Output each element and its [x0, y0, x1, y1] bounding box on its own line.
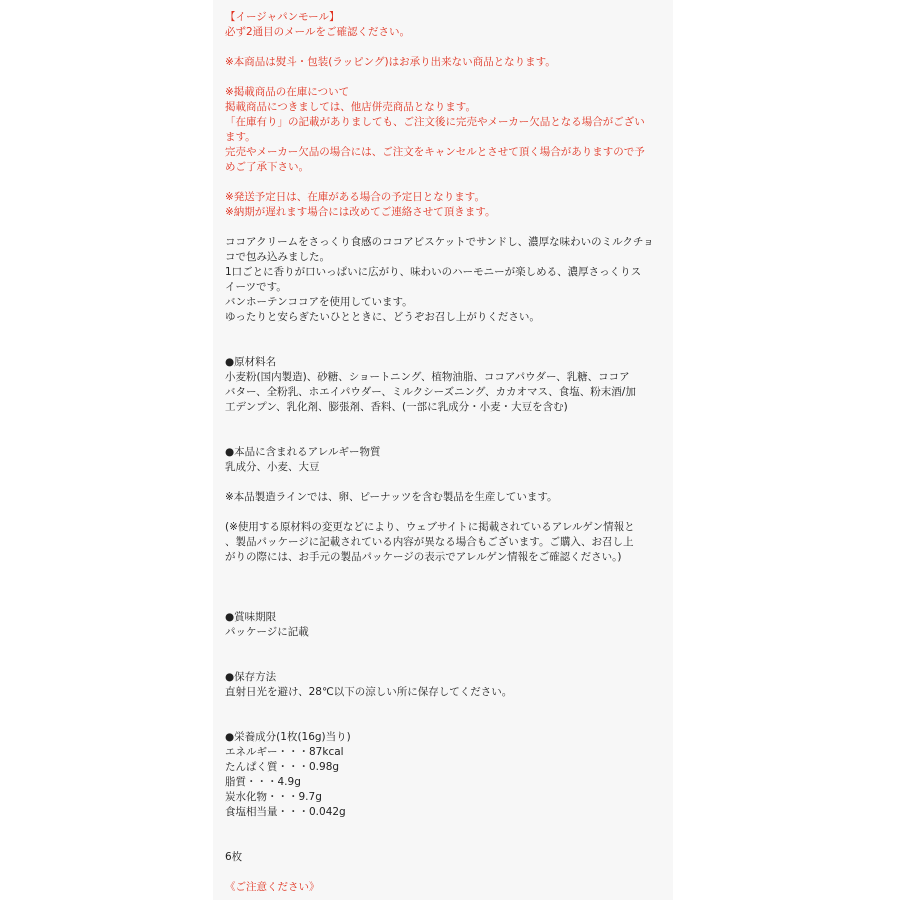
no-wrapping-notice: ※本商品は熨斗・包装(ラッピング)はお承り出来ない商品となります。	[225, 56, 556, 68]
piece-count: 6枚	[225, 851, 243, 863]
product-description-line: イーツです。	[225, 281, 287, 293]
stock-line: 掲載商品につきましては、他店併売商品となります。	[225, 101, 476, 113]
storage-value: 直射日光を避け、28℃以下の涼しい所に保存してください。	[225, 686, 513, 698]
allergen-disclaimer: がりの際には、お手元の製品パッケージの表示でアレルゲン情報をご確認ください。)	[225, 551, 622, 563]
product-description-line: ココアクリームをさっくり食感のココアビスケットでサンドし、濃厚な味わいのミルクチョ	[225, 236, 654, 248]
best-before-heading: ●賞味期限	[225, 611, 277, 623]
stock-line: めご了承下さい。	[225, 161, 309, 173]
stock-line: ます。	[225, 131, 256, 143]
confirm-email-notice: 必ず2通目のメールをご確認ください。	[225, 26, 410, 38]
product-description-line: 1口ごとに香りが口いっぱいに広がり、味わいのハーモニーが楽しめる、濃厚さっくりス	[225, 266, 642, 278]
nutrition-energy: エネルギー・・・87kcal	[225, 746, 344, 758]
storage-heading: ●保存方法	[225, 671, 277, 683]
stock-line: 完売やメーカー欠品の場合には、ご注文をキャンセルとさせて頂く場合がありますので予	[225, 146, 645, 158]
ingredients-line: 工デンプン、乳化剤、膨張剤、香料、(一部に乳成分・小麦・大豆を含む)	[225, 401, 568, 413]
nutrition-fat: 脂質・・・4.9g	[225, 776, 301, 788]
nutrition-carbs: 炭水化物・・・9.7g	[225, 791, 322, 803]
product-description-line: コで包み込みました。	[225, 251, 330, 263]
factory-note: ※本品製造ラインでは、卵、ピーナッツを含む製品を生産しています。	[225, 491, 558, 503]
allergen-disclaimer: (※使用する原材料の変更などにより、ウェブサイトに掲載されているアレルゲン情報と	[225, 521, 635, 533]
ingredients-heading: ●原材料名	[225, 356, 277, 368]
shipping-notice: ※発送予定日は、在庫がある場合の予定日となります。	[225, 191, 485, 203]
caution-heading: 《ご注意ください》	[225, 881, 320, 893]
nutrition-heading: ●栄養成分(1枚(16g)当り)	[225, 731, 351, 743]
allergen-disclaimer: 、製品パッケージに記載されている内容が異なる場合もございます。ご購入、お召し上	[225, 536, 634, 548]
ingredients-line: バター、全粉乳、ホエイパウダー、ミルクシーズニング、カカオマス、食塩、粉末酒/加	[225, 386, 636, 398]
nutrition-salt: 食塩相当量・・・0.042g	[225, 806, 346, 818]
allergens-heading: ●本品に含まれるアレルギー物質	[225, 446, 381, 458]
nutrition-protein: たんぱく質・・・0.98g	[225, 761, 340, 773]
product-description-line: バンホーテンココアを使用しています。	[225, 296, 413, 308]
shipping-notice: ※納期が遅れます場合には改めてご連絡させて頂きます。	[225, 206, 496, 218]
product-description-line: ゆったりと安らぎたいひとときに、どうぞお召し上がりください。	[225, 311, 540, 323]
stock-line: 「在庫有り」の記載がありましても、ご注文後に完売やメーカー欠品となる場合がござい	[225, 116, 645, 128]
description-content	[225, 10, 665, 895]
store-name: 【イージャパンモール】	[225, 11, 340, 23]
ingredients-line: 小麦粉(国内製造)、砂糖、ショートニング、植物油脂、ココアパウダー、乳糖、ココア	[225, 371, 630, 383]
best-before-value: パッケージに記載	[225, 626, 309, 638]
stock-heading: ※掲載商品の在庫について	[225, 86, 350, 98]
allergens-list: 乳成分、小麦、大豆	[225, 461, 320, 473]
